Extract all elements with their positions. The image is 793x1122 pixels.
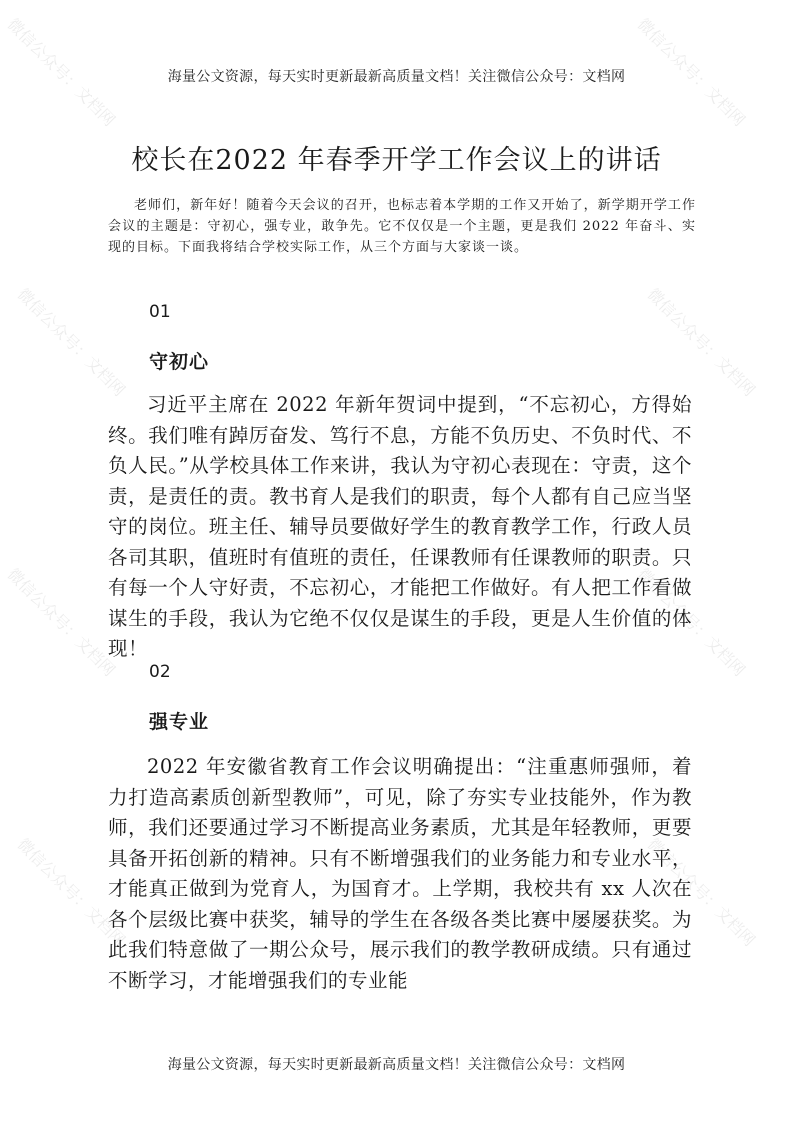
watermark-text: 微信公众号：文档网: [3, 564, 119, 680]
intro-paragraph: 老师们，新年好！随着今天会议的召开，也标志着本学期的工作又开始了，新学期开学工作会议的主题是：守初心，强专业，敢争先。它不仅仅是一个主题，更是我们 2022 年奋斗、实现的目标。下面我将结合学校实际工作，从三个方面与大家谈一谈。: [108, 198, 696, 255]
section-number: 02: [149, 662, 171, 682]
watermark-text: 微信公众号：文档网: [633, 14, 749, 130]
section-number: 01: [149, 302, 171, 322]
footer-banner: 海量公文资源，每天实时更新最新高质量文档！关注微信公众号：文档网: [167, 1057, 626, 1073]
document-title: 校长在2022 年春季开学工作会议上的讲话: [131, 145, 662, 176]
watermark-text: 微信公众号：文档网: [3, 14, 119, 130]
watermark-text: 微信公众号：文档网: [13, 834, 129, 950]
section-body: 2022 年安徽省教育工作会议明确提出：“注重惠师强师，着力打造高素质创新型教师”，可见，除了夯实专业技能外，作为教师，我们还要通过学习不断提高业务素质，尤其是年轻教师，更要具备开拓创新的精神。只有不断增强我们的业务能力和专业水平，才能真正做到为党育人，为国育才。上学期，我校共有 xx 人次在各个层级比赛中获奖，辅导的学生在各级各类比赛中屡屡获奖。为此我们特意做了一期公众号，展示我们的教学教研成绩。只有通过不断学习，才能增强我们的专业能: [108, 755, 692, 992]
section-heading: 强专业: [149, 711, 210, 733]
header-banner: 海量公文资源，每天实时更新最新高质量文档！关注微信公众号：文档网: [167, 69, 626, 85]
watermark-text: 微信公众号：文档网: [633, 564, 749, 680]
watermark-text: 微信公众号：文档网: [643, 834, 759, 950]
watermark-text: 微信公众号：文档网: [13, 284, 129, 400]
section-heading: 守初心: [149, 351, 210, 373]
section-body: 习近平主席在 2022 年新年贺词中提到，“不忘初心，方得始终。我们唯有踔厉奋发、笃行不息，方能不负历史、不负时代、不负人民。”从学校具体工作来讲，我认为守初心表现在：守责，这个责，是责任的责。教书育人是我们的职责，每个人都有自己应当坚守的岗位。班主任、辅导员要做好学生的教育教学工作，行政人员各司其职，值班时有值班的责任，任课教师有任课教师的职责。只有每一个人守好责，不忘初心，才能把工作做好。有人把工作看做谋生的手段，我认为它绝不仅仅是谋生的手段，更是人生价值的体现！: [108, 393, 692, 660]
watermark-text: 微信公众号：文档网: [643, 284, 759, 400]
